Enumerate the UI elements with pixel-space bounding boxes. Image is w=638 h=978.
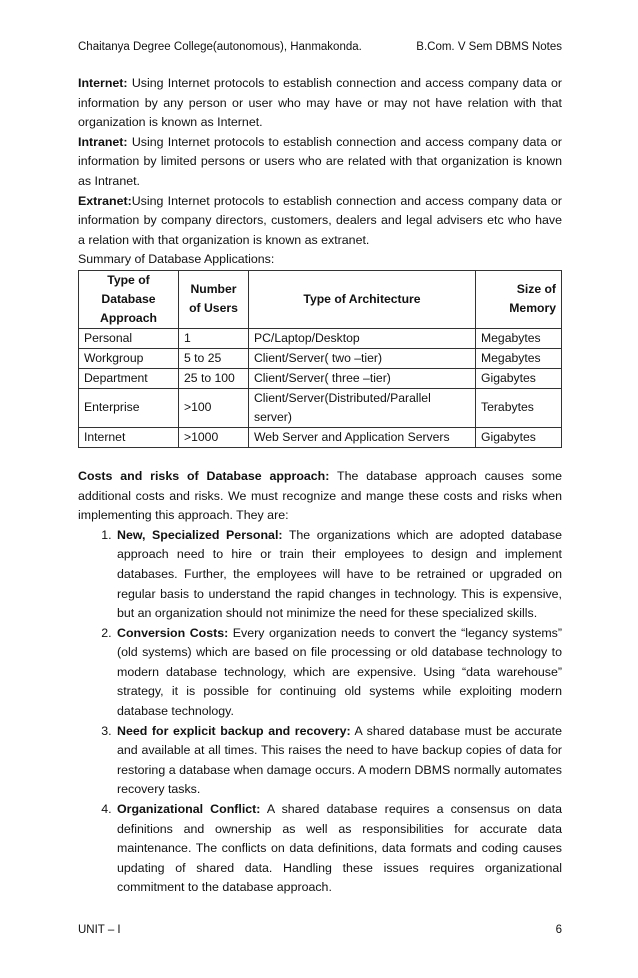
- definition: The database approach causes some additional costs and risks. We must recognize and mange these costs and risks when implementing this approach. They are:: [78, 468, 562, 523]
- definition: Using Internet protocols to establish connection and access company data or information by any person or user who may have or may not have relation with that organization is known as Internet.: [78, 76, 562, 130]
- header-cell: Number of Users: [179, 270, 249, 328]
- definition: Using Internet protocols to establish connection and access company data or information by limited persons or users who are related with that organization is known as Intranet.: [78, 134, 562, 188]
- extranet-paragraph: [78, 192, 562, 251]
- term: Extranet:: [78, 193, 132, 208]
- costs-section: [78, 467, 562, 898]
- list-item: [115, 526, 562, 624]
- list-item: [115, 800, 562, 898]
- cell: Client/Server( three –tier): [249, 368, 476, 388]
- header-cell: Size of Memory: [476, 270, 562, 328]
- table-header-row: [79, 270, 562, 328]
- definitions-section: [78, 74, 562, 448]
- cell: Workgroup: [79, 348, 179, 368]
- cell: 1: [179, 328, 249, 348]
- term: Internet:: [78, 76, 128, 90]
- term: Need for explicit backup and recovery:: [117, 723, 351, 738]
- term: Costs and risks of Database approach:: [78, 468, 330, 483]
- cell: >1000: [179, 427, 249, 447]
- costs-list: [78, 526, 562, 898]
- table-row: [79, 427, 562, 447]
- table-caption: Summary of Database Applications:: [78, 252, 275, 267]
- definition: A shared database requires a consensus on data definitions and ownership as well as responsibilities for accurate data maintenance. The conflicts on data definitions, data formats and coding causes updating of shared data. Handling these issues requires organizational commitment to the database approach.: [117, 802, 562, 895]
- table-row: [79, 388, 562, 427]
- cell: 25 to 100: [179, 368, 249, 388]
- definition: Using Internet protocols to establish connection and access company data or information by company directors, customers, dealers and legal advisers etc who have a relation with that organization is known as extranet.: [78, 193, 562, 247]
- costs-paragraph: [78, 467, 562, 526]
- page-number: 6: [555, 924, 562, 936]
- page-header: [78, 39, 562, 55]
- cell: Megabytes: [476, 328, 562, 348]
- list-item: [115, 624, 562, 722]
- term: New, Specialized Personal:: [117, 527, 283, 542]
- cell: Terabytes: [476, 388, 562, 427]
- cell: PC/Laptop/Desktop: [249, 328, 476, 348]
- cell: Gigabytes: [476, 368, 562, 388]
- table-row: [79, 328, 562, 348]
- definition: A shared database must be accurate and available at all times. This raises the need to have backup copies of data for restoring a database when damage occurs. A modern DBMS normally automates recovery tasks.: [117, 723, 562, 797]
- term: Intranet:: [78, 134, 128, 149]
- cell: Megabytes: [476, 348, 562, 368]
- header-course: B.Com. V Sem DBMS Notes: [416, 41, 562, 53]
- cell: Personal: [79, 328, 179, 348]
- cell: >100: [179, 388, 249, 427]
- table-row: [79, 368, 562, 388]
- list-item: [115, 722, 562, 800]
- cell: Gigabytes: [476, 427, 562, 447]
- cell: 5 to 25: [179, 348, 249, 368]
- intranet-paragraph: [78, 133, 562, 192]
- cell: Client/Server(Distributed/Parallel server): [249, 388, 476, 427]
- header-college: Chaitanya Degree College(autonomous), Hanmakonda.: [78, 41, 362, 53]
- header-cell: Type of Database Approach: [79, 270, 179, 328]
- cell: Department: [79, 368, 179, 388]
- page-footer: [78, 898, 562, 938]
- cell: Enterprise: [79, 388, 179, 427]
- definition: Every organization needs to convert the “legancy systems” (old systems) which are based on file processing or old database technology to modern database technology, which are expensive. Using “data warehouse” strategy, it is possible for continuing old systems while exploiting modern database technology.: [117, 625, 562, 719]
- summary-table: [78, 270, 562, 448]
- cell: Client/Server( two –tier): [249, 348, 476, 368]
- cell: Web Server and Application Servers: [249, 427, 476, 447]
- definition: The organizations which are adopted database approach need to hire or train their employees to design and implement databases. Further, the employees will have to be retrained or upgraded on regular basis to understand the rapid changes in technology. This is expensive, but an organization should not minimize the need for these specialized skills.: [117, 527, 562, 621]
- cell: Internet: [79, 427, 179, 447]
- term: Conversion Costs:: [117, 625, 229, 640]
- table-row: [79, 348, 562, 368]
- header-cell: Type of Architecture: [249, 270, 476, 328]
- term: Organizational Conflict:: [117, 802, 261, 817]
- internet-paragraph: [78, 74, 562, 133]
- footer-unit: UNIT – I: [78, 924, 121, 936]
